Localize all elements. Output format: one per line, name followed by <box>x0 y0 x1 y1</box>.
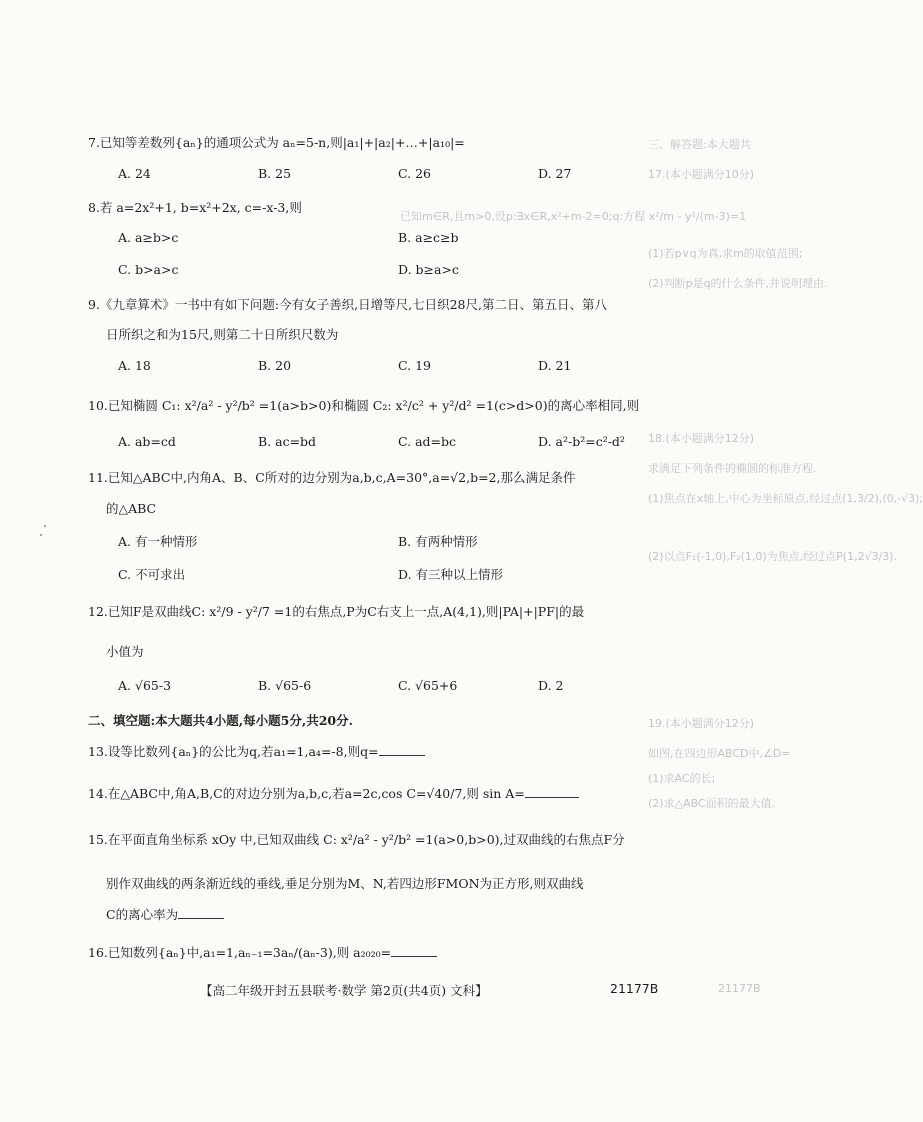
answer-blank <box>178 908 224 919</box>
question-16-text: 16.已知数列{aₙ}中,a₁=1,aₙ₋₁=3aₙ/(aₙ-3),则 a₂₀₂₀= <box>88 945 392 960</box>
bleed-text: (2)求△ABC面积的最大值. <box>648 797 776 810</box>
question-9-stem-line1: 9.《九章算术》一书中有如下问题:今有女子善织,日增等尺,七日织28尺,第二日、第五日、第八 <box>88 297 607 312</box>
q11-option-d: D. 有三种以上情形 <box>398 567 504 582</box>
bleed-text: (2)判断p是q的什么条件,并说明理由. <box>648 277 828 290</box>
bleed-text: 如图,在四边形ABCD中,∠D= <box>648 747 791 760</box>
question-10-stem: 10.已知椭圆 C₁: x²/a² - y²/b² =1(a>b>0)和椭圆 C₂: x²/c² + y²/d² =1(c>d>0)的离心率相同,则 <box>88 398 640 413</box>
question-15-line3: C的离心率为 <box>106 907 179 922</box>
q12-option-b: B. √65-6 <box>258 678 312 693</box>
q12-option-a: A. √65-3 <box>118 678 172 693</box>
bleed-text: 已知m∈R,且m>0,设p:∃x∈R,x²+m-2=0;q:方程 x²/m - y²/(m-3)=1 <box>400 210 747 223</box>
bleed-text: (1)求AC的长; <box>648 772 716 785</box>
q12-option-c: C. √65+6 <box>398 678 458 693</box>
question-12-stem-line1: 12.已知F是双曲线C: x²/9 - y²/7 =1的右焦点,P为C右支上一点,A(4,1),则|PA|+|PF|的最 <box>88 604 585 619</box>
question-16 <box>88 943 437 961</box>
question-13 <box>88 742 425 760</box>
bleed-text: 21177B <box>718 982 761 995</box>
q11-option-c: C. 不可求出 <box>118 567 186 582</box>
q8-option-a: A. a≥b>c <box>118 230 179 245</box>
q10-option-a: A. ab=cd <box>118 434 176 449</box>
paper-code: 21177B <box>610 981 659 996</box>
question-8-stem: 8.若 a=2x²+1, b=x²+2x, c=-x-3,则 <box>88 200 302 215</box>
question-15-line1: 15.在平面直角坐标系 xOy 中,已知双曲线 C: x²/a² - y²/b² =1(a>0,b>0),过双曲线的右焦点F分 <box>88 832 625 847</box>
page-footer-label: 【高二年级开封五县联考·数学 第2页(共4页) 文科】 <box>200 983 488 998</box>
answer-blank <box>525 787 579 798</box>
q8-option-b: B. a≥c≥b <box>398 230 459 245</box>
q9-option-b: B. 20 <box>258 358 292 373</box>
bleed-text: 17.(本小题满分10分) <box>648 168 755 181</box>
q9-option-d: D. 21 <box>538 358 572 373</box>
question-15-line3-wrap <box>106 905 224 923</box>
bleed-text: (1)焦点在x轴上,中心为坐标原点,经过点(1,3/2),(0,-√3); <box>648 492 923 505</box>
q11-option-a: A. 有一种情形 <box>118 534 198 549</box>
question-13-text: 13.设等比数列{aₙ}的公比为q,若a₁=1,a₄=-8,则q= <box>88 744 379 759</box>
bleed-text: 19.(本小题满分12分) <box>648 717 755 730</box>
q7-option-d: D. 27 <box>538 166 572 181</box>
q10-option-b: B. ac=bd <box>258 434 317 449</box>
q7-option-a: A. 24 <box>118 166 151 181</box>
question-14-text: 14.在△ABC中,角A,B,C的对边分别为a,b,c,若a=2c,cos C=√40/7,则 sin A= <box>88 786 525 801</box>
q8-option-c: C. b>a>c <box>118 262 179 277</box>
bleed-text: (2)以点F₁(-1,0),F₂(1,0)为焦点,经过点P(1,2√3/3). <box>648 550 898 563</box>
question-11-stem-line2: 的△ABC <box>106 501 157 516</box>
bleed-text: 求满足下列条件的椭圆的标准方程. <box>648 462 817 475</box>
question-12-stem-line2: 小值为 <box>106 644 144 659</box>
q12-option-d: D. 2 <box>538 678 564 693</box>
answer-blank <box>379 745 425 756</box>
q8-option-d: D. b≥a>c <box>398 262 459 277</box>
bleed-text: 18.(本小题满分12分) <box>648 432 755 445</box>
question-7-stem: 7.已知等差数列{aₙ}的通项公式为 aₙ=5-n,则|a₁|+|a₂|+…+|a₁₀|= <box>88 135 465 150</box>
section-fill-in-blank-heading: 二、填空题:本大题共4小题,每小题5分,共20分. <box>88 713 353 728</box>
question-9-stem-line2: 日所织之和为15尺,则第二十日所织尺数为 <box>106 327 339 342</box>
question-11-stem-line1: 11.已知△ABC中,内角A、B、C所对的边分别为a,b,c,A=30°,a=√2,b=2,那么满足条件 <box>88 470 576 485</box>
question-14 <box>88 784 579 802</box>
q10-option-d: D. a²-b²=c²-d² <box>538 434 625 449</box>
q9-option-a: A. 18 <box>118 358 151 373</box>
q7-option-b: B. 25 <box>258 166 292 181</box>
q7-option-c: C. 26 <box>398 166 431 181</box>
question-15-line2: 别作双曲线的两条渐近线的垂线,垂足分别为M、N,若四边形FMON为正方形,则双曲线 <box>106 876 584 891</box>
q9-option-c: C. 19 <box>398 358 431 373</box>
scan-speck <box>40 534 42 536</box>
bleed-text: 三、解答题:本大题共 <box>648 138 751 151</box>
answer-blank <box>391 946 437 957</box>
bleed-text: (1)若p∨q为真,求m的取值范围; <box>648 247 803 260</box>
q11-option-b: B. 有两种情形 <box>398 534 478 549</box>
q10-option-c: C. ad=bc <box>398 434 456 449</box>
scan-speck <box>44 525 46 527</box>
